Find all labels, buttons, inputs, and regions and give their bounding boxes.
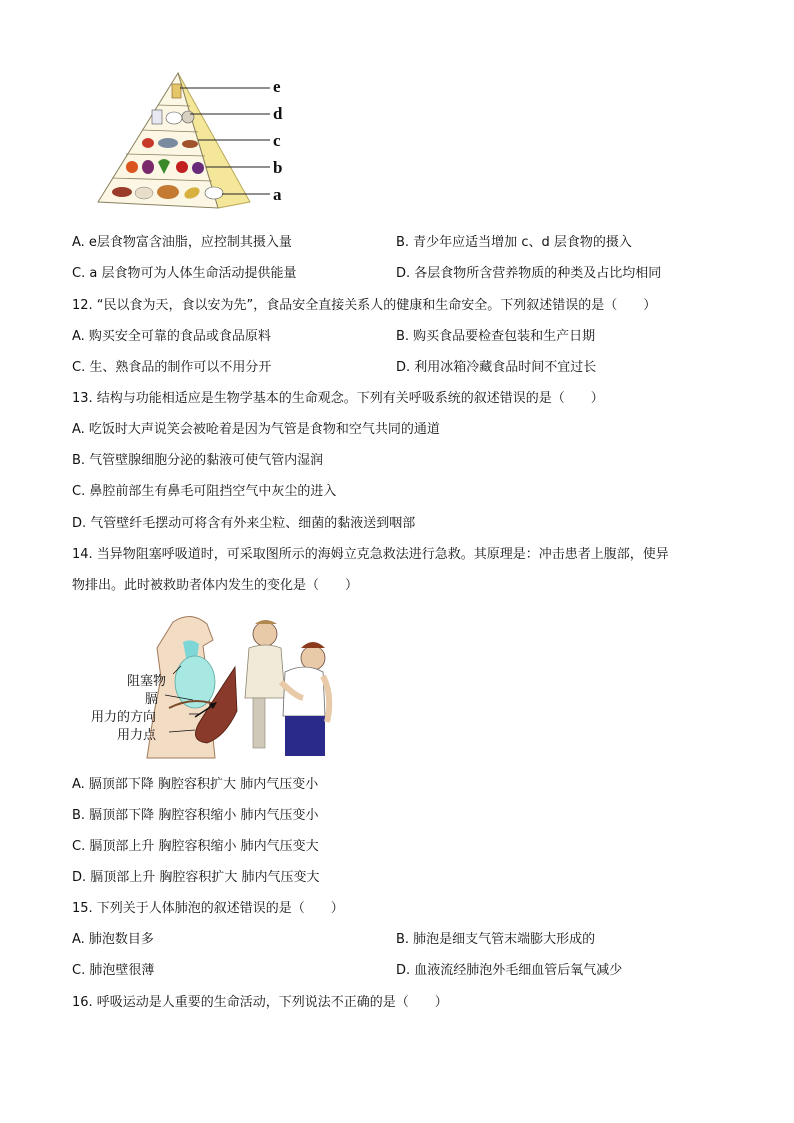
q14-option-c[interactable]: C. 膈顶部上升 胸腔容积缩小 肺内气压变大 bbox=[72, 839, 319, 854]
q13-option-b[interactable]: B. 气管壁腺细胞分泌的黏液可使气管内湿润 bbox=[72, 453, 324, 468]
pyramid-label-d: d bbox=[273, 104, 283, 123]
q12-option-d[interactable]: D. 利用冰箱冷藏食品时间不宜过长 bbox=[396, 360, 597, 375]
pyramid-label-e: e bbox=[273, 77, 281, 96]
q14-stem-line1: 14. 当异物阻塞呼吸道时，可采取图所示的海姆立克急救法进行急救。其原理是：冲击患者上腹部，使异 bbox=[72, 547, 669, 562]
q15-option-c[interactable]: C. 肺泡壁很薄 bbox=[72, 963, 155, 978]
q12-option-a[interactable]: A. 购买安全可靠的食品或食品原料 bbox=[72, 329, 271, 344]
q14-option-b[interactable]: B. 膈顶部下降 胸腔容积缩小 肺内气压变小 bbox=[72, 808, 319, 823]
heimlich-maneuver-figure bbox=[85, 612, 335, 760]
label-force-point: 用力点 bbox=[117, 728, 157, 743]
q11-option-c[interactable]: C. a 层食物可为人体生命活动提供能量 bbox=[72, 266, 297, 281]
food-pyramid-figure bbox=[90, 70, 300, 210]
q13-option-d[interactable]: D. 气管壁纤毛摆动可将含有外来尘粒、细菌的黏液送到咽部 bbox=[72, 516, 416, 531]
q13-stem: 13. 结构与功能相适应是生物学基本的生命观念。下列有关呼吸系统的叙述错误的是（ ） bbox=[72, 391, 604, 406]
food-pyramid-illustration bbox=[90, 70, 300, 210]
pyramid-label-b: b bbox=[273, 158, 283, 177]
q12-stem: 12. “民以食为天，食以安为先”，食品安全直接关系人的健康和生命安全。下列叙述错误的是（ ） bbox=[72, 298, 657, 313]
q15-stem: 15. 下列关于人体肺泡的叙述错误的是（ ） bbox=[72, 901, 344, 916]
pyramid-label-a: a bbox=[273, 185, 282, 204]
q14-option-a[interactable]: A. 膈顶部下降 胸腔容积扩大 肺内气压变小 bbox=[72, 777, 319, 792]
q13-option-c[interactable]: C. 鼻腔前部生有鼻毛可阻挡空气中灰尘的进入 bbox=[72, 484, 337, 499]
q16-stem: 16. 呼吸运动是人重要的生命活动，下列说法不正确的是（ ） bbox=[72, 995, 448, 1010]
label-obstruction: 阻塞物 bbox=[127, 674, 167, 689]
q13-option-a[interactable]: A. 吃饭时大声说笑会被呛着是因为气管是食物和空气共同的通道 bbox=[72, 422, 440, 437]
pyramid-label-c: c bbox=[273, 131, 281, 150]
q11-option-d[interactable]: D. 各层食物所含营养物质的种类及占比均相同 bbox=[396, 266, 662, 281]
q11-option-a[interactable]: A. e层食物富含油脂，应控制其摄入量 bbox=[72, 235, 292, 250]
label-force-direction: 用力的方向 bbox=[91, 710, 157, 725]
q15-option-b[interactable]: B. 肺泡是细支气管末端膨大形成的 bbox=[396, 932, 596, 947]
label-diaphragm: 膈 bbox=[145, 692, 159, 707]
q12-option-c[interactable]: C. 生、熟食品的制作可以不用分开 bbox=[72, 360, 272, 375]
q15-option-a[interactable]: A. 肺泡数目多 bbox=[72, 932, 154, 947]
q11-option-b[interactable]: B. 青少年应适当增加 c、d 层食物的摄入 bbox=[396, 235, 632, 250]
q15-option-d[interactable]: D. 血液流经肺泡外毛细血管后氧气减少 bbox=[396, 963, 623, 978]
q12-option-b[interactable]: B. 购买食品要检查包装和生产日期 bbox=[396, 329, 596, 344]
q14-stem-line2: 物排出。此时被救助者体内发生的变化是（ ） bbox=[72, 578, 359, 593]
q14-option-d[interactable]: D. 膈顶部上升 胸腔容积扩大 肺内气压变大 bbox=[72, 870, 320, 885]
